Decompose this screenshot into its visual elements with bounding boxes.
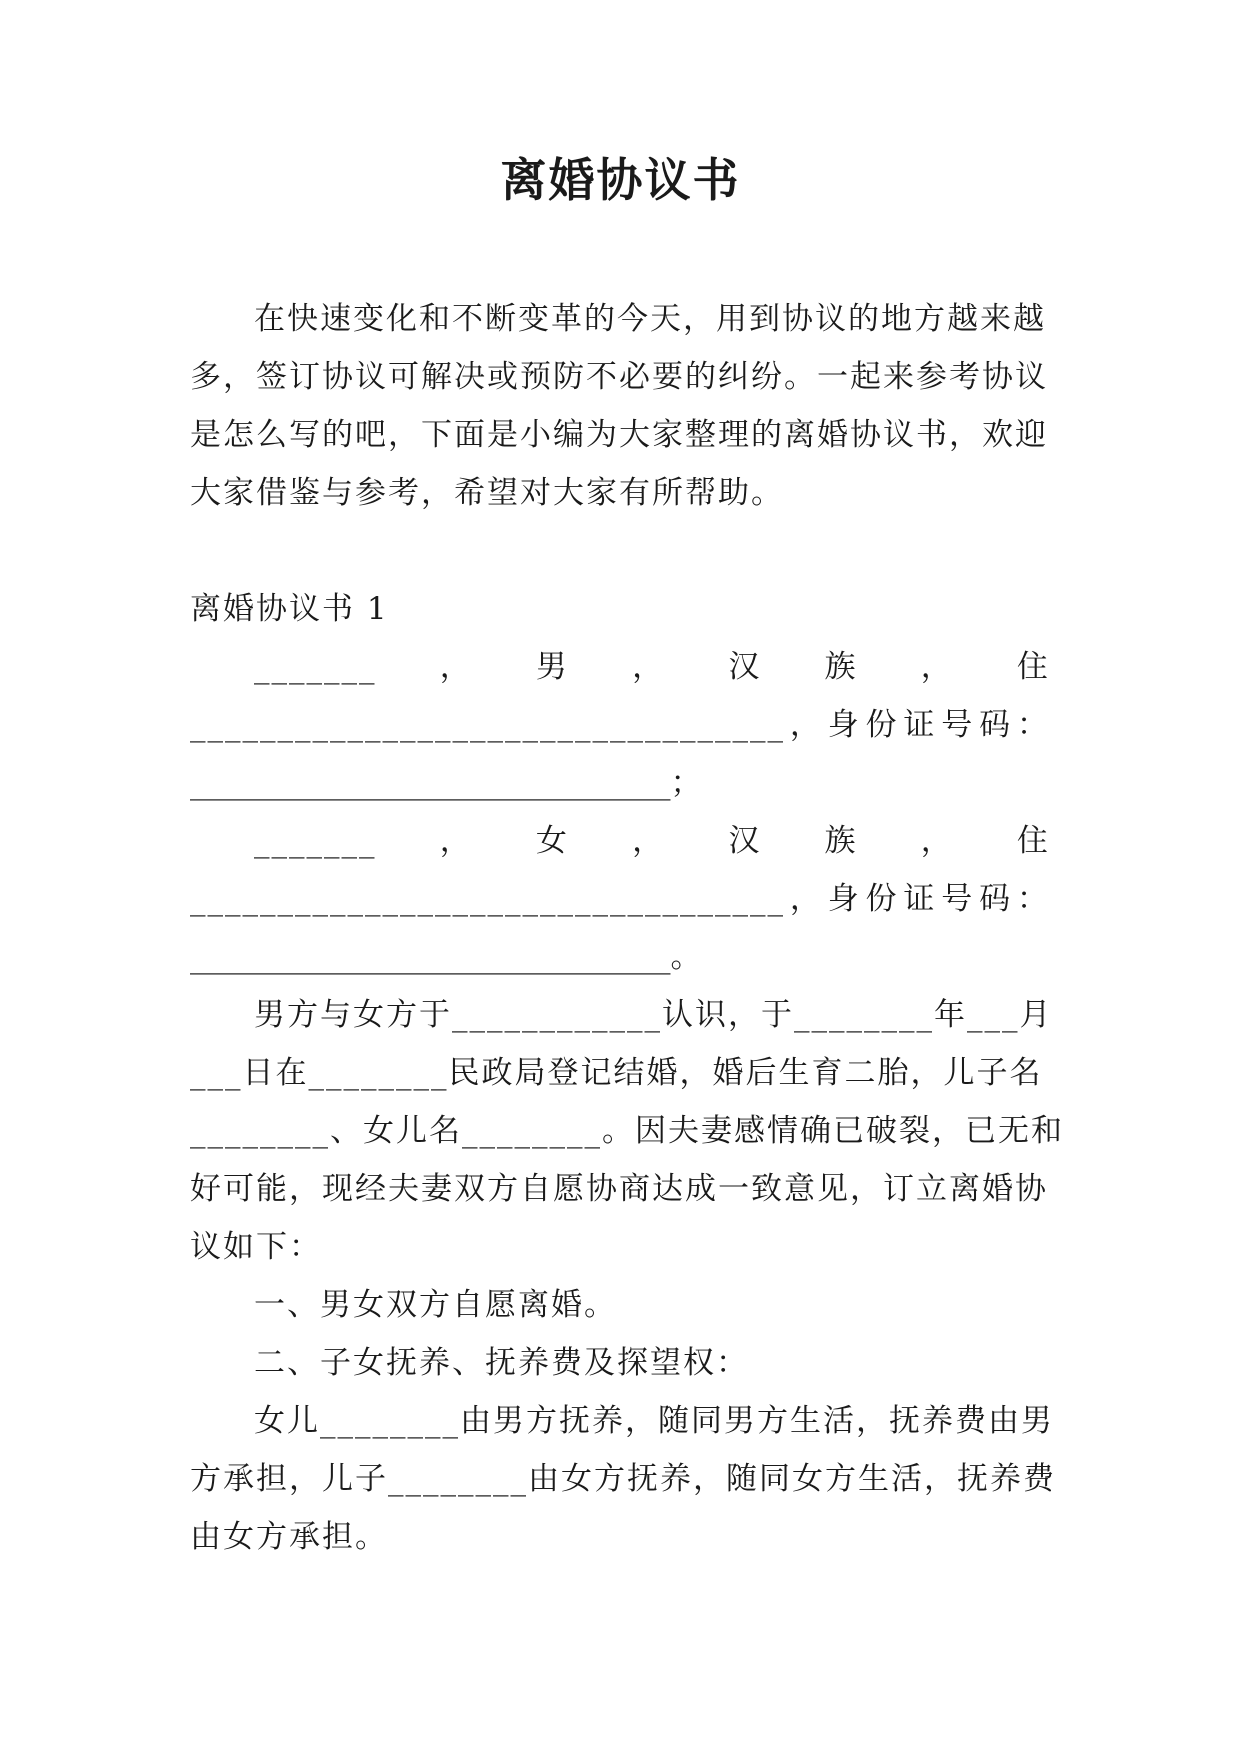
id-label-char: 号: [941, 881, 975, 917]
id-label-char: 份: [865, 707, 899, 743]
intro-line-3: 是怎么写的吧，下面是小编为大家整理的离婚协议书，欢迎: [190, 417, 1048, 453]
address-label: 住: [1016, 649, 1050, 685]
comma: ，: [632, 649, 666, 685]
woman-info-line-1: [190, 812, 1050, 870]
comma: ，: [439, 823, 473, 859]
colon: ：: [1016, 707, 1050, 743]
clause-1: 一、男女双方自愿离婚。: [254, 1287, 617, 1323]
intro-line-4: 大家借鉴与参考，希望对大家有所帮助。: [190, 475, 784, 511]
id-label-char: 证: [903, 707, 937, 743]
woman-info-line-2: [190, 870, 1050, 928]
ethnicity-char-2: 族: [824, 823, 858, 859]
body-line-2: ___日在________民政局登记结婚，婚后生育二胎，儿子名: [190, 1055, 1043, 1091]
man-info-line-2: [190, 696, 1050, 754]
clause-2-line-1: 女儿________由男方抚养，随同男方生活，抚养费由男: [254, 1403, 1054, 1439]
intro-line-2: 多，签订协议可解决或预防不必要的纠纷。一起来参考协议: [190, 359, 1048, 395]
man-info-line-1: [190, 638, 1050, 696]
body-line-5: 议如下：: [190, 1229, 322, 1265]
id-label-char: 身: [827, 707, 861, 743]
man-id-blank: _______________________________；: [190, 765, 702, 801]
comma: ，: [920, 823, 954, 859]
man-address-blank: __________________________________: [190, 707, 785, 743]
intro-line-1: 在快速变化和不断变革的今天，用到协议的地方越来越: [254, 301, 1046, 337]
id-label-char: 身: [827, 881, 861, 917]
body-line-3: ________、女儿名________。因夫妻感情确已破裂，已无和: [190, 1113, 1064, 1149]
gender-female: 女: [535, 823, 569, 859]
ethnicity-char-1: 汉: [728, 649, 762, 685]
body-line-1: 男方与女方于____________认识，于________年___月: [254, 997, 1053, 1033]
comma: ，: [789, 707, 823, 743]
ethnicity-char-1: 汉: [728, 823, 762, 859]
comma: ，: [789, 881, 823, 917]
clause-2-line-3: 由女方承担。: [190, 1519, 388, 1555]
id-label-char: 号: [941, 707, 975, 743]
woman-name-blank: _______: [254, 823, 377, 859]
clause-2: 二、子女抚养、抚养费及探望权：: [254, 1345, 749, 1381]
document-title: 离婚协议书: [500, 153, 741, 207]
id-label-char: 证: [903, 881, 937, 917]
document-body: [190, 290, 1064, 1566]
body-line-4: 好可能，现经夫妻双方自愿协商达成一致意见，订立离婚协: [190, 1171, 1048, 1207]
comma: ，: [439, 649, 473, 685]
id-label-char: 码: [979, 707, 1013, 743]
id-label-char: 码: [979, 881, 1013, 917]
ethnicity-char-2: 族: [824, 649, 858, 685]
clause-2-line-2: 方承担，儿子________由女方抚养，随同女方生活，抚养费: [190, 1461, 1056, 1497]
section-heading: 离婚协议书 1: [190, 591, 389, 627]
address-label: 住: [1016, 823, 1050, 859]
id-label-char: 份: [865, 881, 899, 917]
colon: ：: [1016, 881, 1050, 917]
gender-male: 男: [535, 649, 569, 685]
paragraph-gap: [190, 522, 1050, 580]
man-name-blank: _______: [254, 649, 377, 685]
comma: ，: [632, 823, 666, 859]
woman-id-blank: _______________________________。: [190, 939, 702, 975]
woman-address-blank: __________________________________: [190, 881, 785, 917]
comma: ，: [920, 649, 954, 685]
